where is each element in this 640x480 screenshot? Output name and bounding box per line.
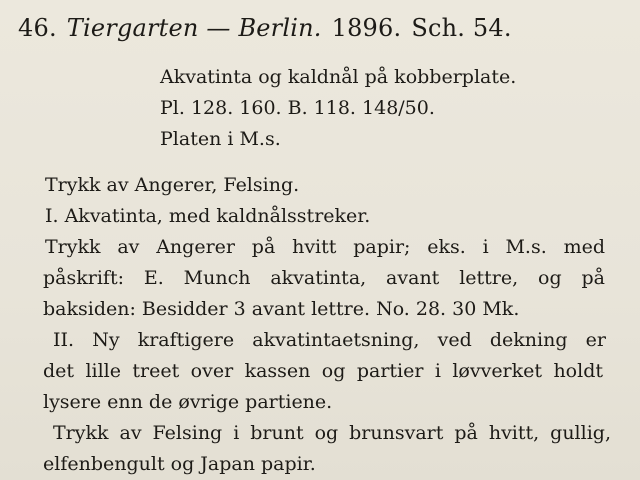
location-line: Platen i M.s. xyxy=(160,128,281,150)
dimensions-line: Pl. 128. 160. B. 118. 148/50. xyxy=(160,97,435,119)
entry-heading xyxy=(18,14,512,42)
state-2-line-2: det lille treet over kassen og partier i løvverket holdt xyxy=(43,360,603,382)
state-2-prints-line-2: elfenbengult og Japan papir. xyxy=(43,453,316,475)
state-2-line-1: II. Ny kraftigere akvatintaetsning, ved dekning er xyxy=(53,329,606,351)
entry-metadata xyxy=(160,62,516,155)
entry-title: Tiergarten — Berlin. xyxy=(66,14,322,42)
technique-line: Akvatinta og kaldnål på kobberplate. xyxy=(160,66,517,88)
state-1-line-2: påskrift: E. Munch akvatinta, avant lettre, og på xyxy=(43,267,605,289)
entry-year: 1896. xyxy=(331,14,402,42)
state-1-heading: I. Akvatinta, med kaldnålsstreker. xyxy=(45,205,371,227)
printers-line: Trykk av Angerer, Felsing. xyxy=(45,174,300,196)
state-2-prints-line-1: Trykk av Felsing i brunt og brunsvart på hvitt, gullig, xyxy=(53,422,611,444)
entry-body xyxy=(43,170,611,480)
entry-number: 46. xyxy=(18,14,57,42)
state-1-line-3: baksiden: Besidder 3 avant lettre. No. 28. 30 Mk. xyxy=(43,298,520,320)
entry-catalog-number: Sch. 54. xyxy=(411,14,512,42)
state-2-line-3: lysere enn de øvrige partiene. xyxy=(43,391,333,413)
state-1-line-1: Trykk av Angerer på hvitt papir; eks. i M.s. med xyxy=(45,236,605,258)
